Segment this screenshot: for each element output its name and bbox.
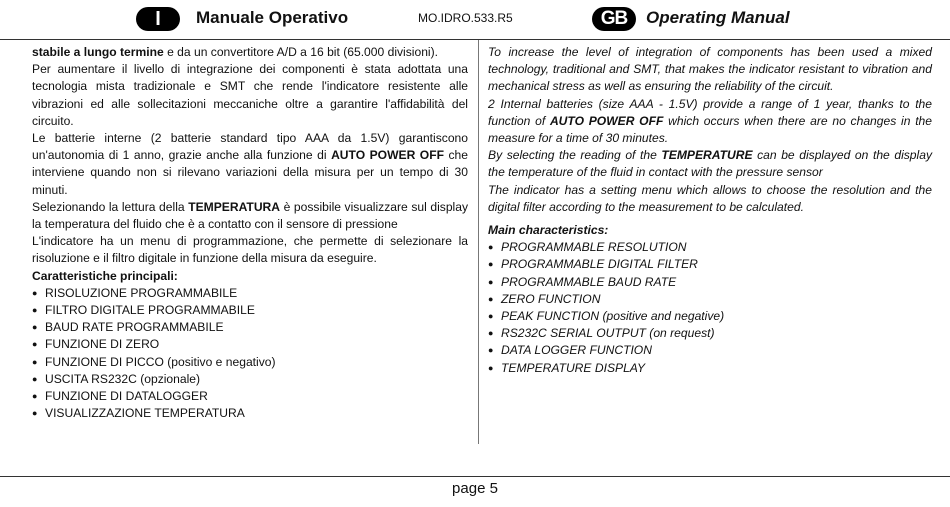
it-paragraph-5: L'indicatore ha un menu di programmazione, che permette di selezionare la risoluzione e il filtro digitale in funzione della misura da eseguire. — [32, 234, 468, 266]
it-p4-bold: TEMPERATURA — [188, 199, 281, 214]
list-item: ● TEMPERATURE DISPLAY — [488, 360, 932, 377]
footer-divider — [0, 476, 950, 477]
list-item: ● FUNZIONE DI PICCO (positivo e negativo) — [32, 354, 468, 371]
english-manual-title: Operating Manual — [646, 8, 790, 27]
en-p3-a: By selecting the reading of the — [488, 148, 662, 163]
list-item: ● PROGRAMMABLE DIGITAL FILTER — [488, 256, 932, 273]
en-paragraph-1: To increase the level of integration of components has been used a mixed technology, traditional and SMT, that makes the indicator resistant to vibration and mechanical stress as well as ensuring the reliability of the circuit. — [488, 45, 932, 94]
it-p3-b: che interviene quando non si rilevano variazioni della misura per un tempo di 30 minuti. — [32, 148, 469, 197]
italian-column — [32, 44, 468, 422]
list-item: ● VISUALIZZAZIONE TEMPERATURA — [32, 405, 468, 422]
en-feature-list — [488, 239, 932, 377]
en-paragraph-4: The indicator has a setting menu which allows to choose the resolution and the digital filter according to the measurement to be calculated. — [488, 182, 932, 214]
list-item: ● RS232C SERIAL OUTPUT (on request) — [488, 325, 932, 342]
it-p1-bold: stabile a lungo termine — [32, 45, 164, 59]
en-section-title: Main characteristics: — [488, 223, 609, 238]
list-item: ● ZERO FUNCTION — [488, 291, 932, 308]
italian-language-badge: I — [136, 7, 180, 31]
en-p3-bold: TEMPERATURE — [661, 148, 753, 163]
en-p3-b: can be displayed on the display the temperature of the fluid in contact with the pressure sensor — [488, 148, 932, 180]
list-item: ● BAUD RATE PROGRAMMABILE — [32, 319, 468, 336]
en-paragraph-3 — [488, 147, 932, 181]
it-p1-rest: e da un convertitore A/D a 16 bit (65.000 divisioni). — [163, 45, 439, 59]
column-divider — [478, 40, 479, 444]
it-paragraph-4 — [32, 199, 468, 233]
english-column — [488, 44, 932, 377]
list-item: ● FILTRO DIGITALE PROGRAMMABILE — [32, 302, 468, 319]
en-p2-a: 2 Internal batteries (size AAA - 1.5V) provide a range of 1 year, thanks to the function of — [488, 96, 932, 128]
page-number: page 5 — [452, 480, 498, 497]
list-item: ● PROGRAMMABLE BAUD RATE — [488, 274, 932, 291]
document-code: MO.IDRO.533.R5 — [418, 11, 513, 25]
list-item: ● FUNZIONE DI ZERO — [32, 336, 468, 353]
english-language-badge: GB — [592, 7, 636, 31]
it-section-title: Caratteristiche principali: — [32, 268, 178, 283]
list-item: ● USCITA RS232C (opzionale) — [32, 371, 468, 388]
en-p2-b: which occurs when there are no changes in the measure for a time of 30 minutes. — [488, 113, 933, 146]
en-paragraph-2 — [488, 96, 932, 148]
it-paragraph-1 — [32, 44, 468, 61]
list-item: ● RISOLUZIONE PROGRAMMABILE — [32, 285, 468, 302]
it-p4-b: è possibile visualizzare sul display la temperatura del fluido che è a contatto con il sensore di pressione — [32, 199, 469, 232]
italian-manual-title: Manuale Operativo — [196, 8, 349, 27]
it-p3-a: Le batterie interne (2 batterie standard tipo AAA da 1.5V) garantiscono un'autonomia di 1 anno, grazie anche alla funzione di — [32, 131, 468, 163]
page-header — [0, 0, 950, 36]
list-item: ● FUNZIONE DI DATALOGGER — [32, 388, 468, 405]
list-item: ● PROGRAMMABLE RESOLUTION — [488, 239, 932, 256]
it-p3-bold: AUTO POWER OFF — [331, 148, 444, 163]
it-paragraph-2: Per aumentare il livello di integrazione dei componenti è stata adottata una tecnologia mista tradizionale e SMT che rende l'indicatore resistente alle vibrazioni ed alle sollecitazioni meccaniche oltre a garantire l'affidabilità del circuito. — [32, 62, 468, 128]
list-item: ● DATA LOGGER FUNCTION — [488, 342, 932, 359]
en-p2-bold: AUTO POWER OFF — [549, 113, 664, 128]
it-feature-list — [32, 285, 468, 423]
it-p4-a: Selezionando la lettura della — [32, 199, 189, 214]
header-divider — [0, 39, 950, 40]
it-paragraph-3 — [32, 130, 468, 199]
list-item: ● PEAK FUNCTION (positive and negative) — [488, 308, 932, 325]
